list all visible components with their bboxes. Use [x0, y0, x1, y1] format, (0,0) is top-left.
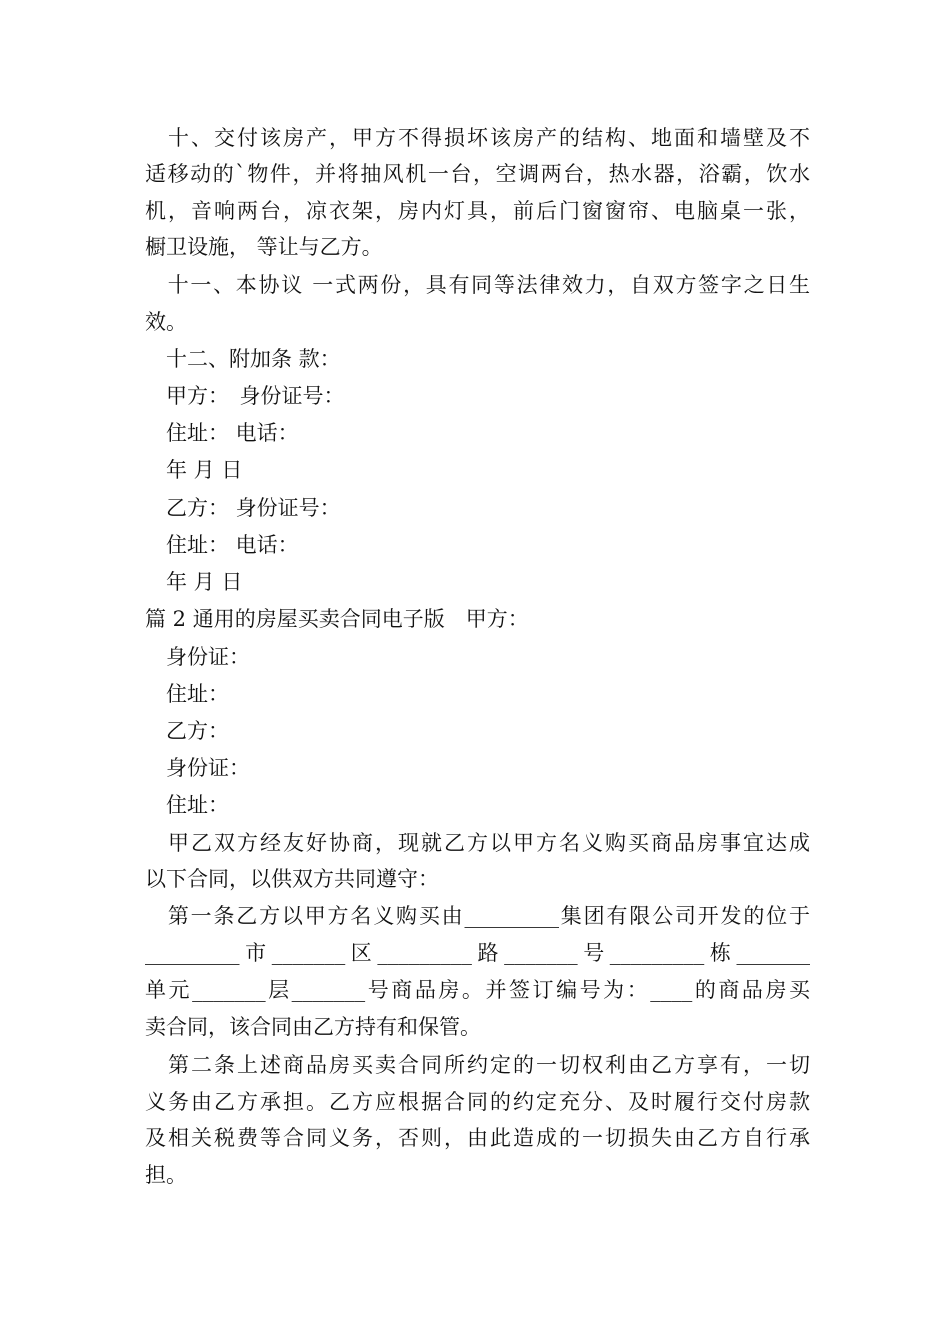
- text-line: 卖合同，该合同由乙方持有和保管。: [145, 1015, 481, 1039]
- text-line: _________市_______区_________路_______号_________栋_______: [145, 941, 810, 965]
- text-line: 担。: [145, 1163, 187, 1187]
- text-line: 甲乙双方经友好协商，现就乙方以甲方名义购买商品房事宜达成: [145, 831, 810, 855]
- text-line: 及相关税费等合同义务，否则，由此造成的一切损失由乙方自行承: [145, 1126, 810, 1150]
- text-line: 乙方： 身份证号：: [145, 496, 341, 520]
- text-line: 身份证：: [145, 756, 250, 780]
- text-line: 单元_______层_______号商品房。并签订编号为：____的商品房买: [145, 978, 810, 1002]
- text-line: 住址：: [145, 682, 229, 706]
- text-line: 橱卫设施， 等让与乙方。: [145, 235, 383, 259]
- text-line: 住址：: [145, 793, 229, 817]
- text-line: 甲方： 身份证号：: [145, 384, 345, 408]
- text-line: 十、交付该房产，甲方不得损坏该房产的结构、地面和墙壁及不: [145, 126, 810, 150]
- text-line: 机，音响两台，凉衣架，房内灯具，前后门窗窗帘、电脑桌一张，: [145, 199, 810, 223]
- text-line: 义务由乙方承担。乙方应根据合同的约定充分、及时履行交付房款: [145, 1090, 810, 1114]
- text-line: 适移动的`物件，并将抽风机一台，空调两台，热水器，浴霸，饮水: [145, 162, 810, 186]
- section-heading: 篇 2 通用的房屋买卖合同电子版 甲方：: [145, 607, 529, 631]
- text-line: 年 月 日: [145, 458, 243, 482]
- text-line: 效。: [145, 310, 187, 334]
- text-line: 十二、附加条 款：: [145, 347, 341, 371]
- text-line: 住址： 电话：: [145, 533, 299, 557]
- text-line: 身份证：: [145, 645, 250, 669]
- text-line: 第二条上述商品房买卖合同所约定的一切权利由乙方享有，一切: [145, 1053, 810, 1077]
- text-line: 住址： 电话：: [145, 421, 299, 445]
- text-line: 乙方：: [145, 719, 229, 743]
- text-line: 十一、本协议 一式两份，具有同等法律效力，自双方签字之日生: [145, 273, 810, 297]
- text-line: 年 月 日: [145, 570, 243, 594]
- text-line: 以下合同，以供双方共同遵守：: [145, 867, 439, 891]
- text-line: 第一条乙方以甲方名义购买由_________集团有限公司开发的位于: [145, 904, 810, 928]
